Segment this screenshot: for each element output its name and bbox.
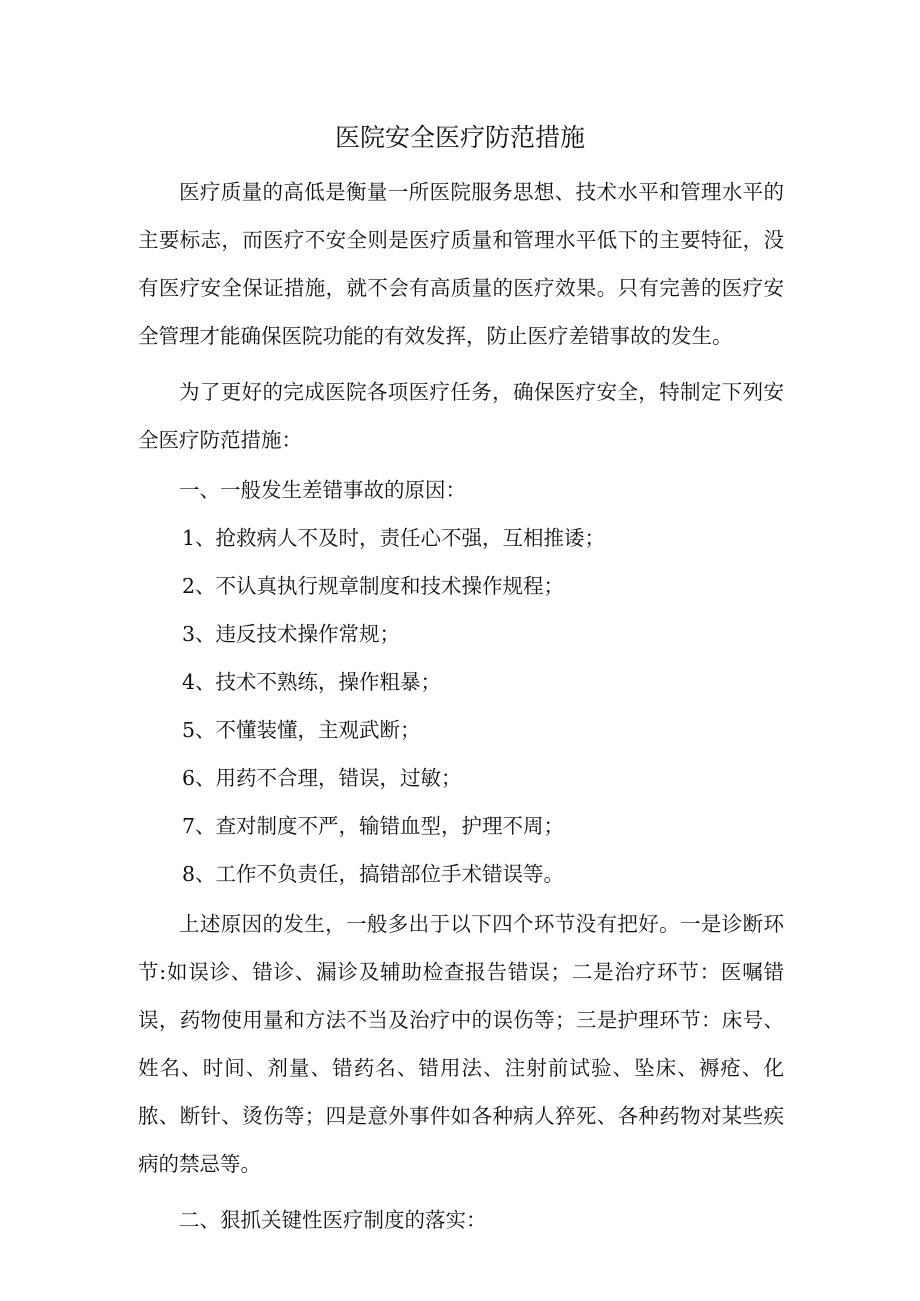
purpose-paragraph: 为了更好的完成医院各项医疗任务，确保医疗安全，特制定下列安全医疗防范措施： — [138, 380, 784, 452]
section1-heading: 一、一般发生差错事故的原因： — [179, 478, 466, 502]
list-item: 6、用药不合理，错误，过敏； — [182, 766, 462, 790]
intro-paragraph: 医疗质量的高低是衡量一所医院服务思想、技术水平和管理水平的主要标志，而医疗不安全则是医疗质量和管理水平低下的主要特征，没有医疗安全保证措施，就不会有高质量的医疗效果。只有完善的医疗安全管理才能确保医院功能的有效发挥，防止医疗差错事故的发生。 — [138, 180, 784, 348]
list-item: 8、工作不负责任，搞错部位手术错误等。 — [182, 862, 565, 886]
document-title: 医院安全医疗防范措施 — [334, 123, 585, 152]
document-body — [138, 168, 784, 1244]
section2-heading: 二、狠抓关键性医疗制度的落实： — [179, 1208, 487, 1232]
list-item: 7、查对制度不严，输错血型，护理不周； — [182, 814, 565, 838]
causes-list — [138, 514, 784, 898]
list-item: 3、违反技术操作常规； — [182, 622, 401, 646]
list-item: 4、技术不熟练，操作粗暴； — [182, 670, 442, 694]
list-item: 5、不懂装懂，主观武断； — [182, 718, 421, 742]
list-item: 1、抢救病人不及时，责任心不强，互相推诿； — [182, 526, 606, 550]
summary-paragraph: 上述原因的发生，一般多出于以下四个环节没有把好。一是诊断环节:如误诊、错诊、漏诊及辅助检查报告错误；二是治疗环节：医嘱错误，药物使用量和方法不当及治疗中的误伤等；三是护理环节：床号、姓名、时间、剂量、错药名、错用法、注射前试验、坠床、褥疮、化脓、断针、烫伤等；四是意外事件如各种病人猝死、各种药物对某些疾病的禁忌等。 — [138, 912, 784, 1176]
list-item: 2、不认真执行规章制度和技术操作规程； — [182, 574, 565, 598]
